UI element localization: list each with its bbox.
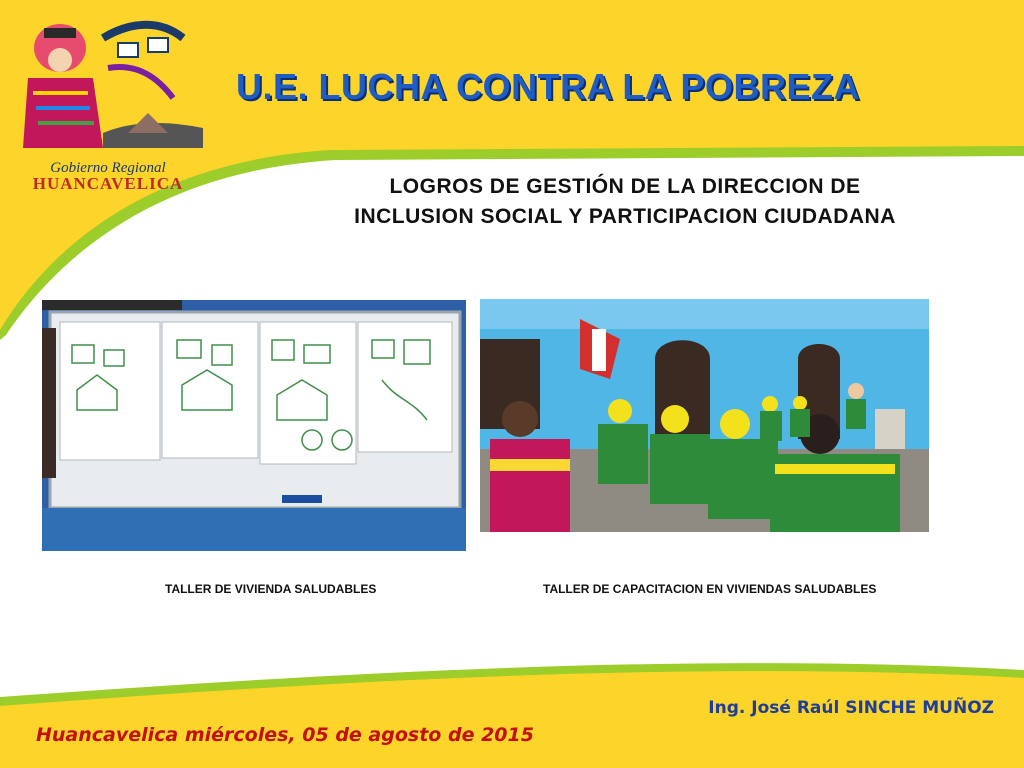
photo-vivienda-workshop: [42, 300, 466, 551]
meeting-room-photo: [480, 299, 929, 532]
andean-figures-illustration: [8, 8, 208, 158]
subtitle-line-1: LOGROS DE GESTIÓN DE LA DIRECCION DE: [389, 175, 861, 198]
photo-caption-2: TALLER DE CAPACITACION EN VIVIENDAS SALUDABLES: [543, 582, 877, 596]
photo-caption-1: TALLER DE VIVIENDA SALUDABLES: [165, 582, 377, 596]
logo-line-2: HUANCAVELICA: [32, 174, 184, 193]
gobierno-regional-logo: [8, 8, 208, 193]
photo-capacitacion-meeting: [480, 299, 929, 532]
logo-line-1: Gobierno Regional: [50, 160, 166, 176]
author-name: Ing. José Raúl SINCHE MUÑOZ: [708, 698, 994, 718]
subtitle-line-2: INCLUSION SOCIAL Y PARTICIPACION CIUDADANA: [354, 205, 896, 228]
whiteboard-photo: [42, 300, 466, 551]
slide-date: Huancavelica miércoles, 05 de agosto de 2015: [36, 724, 534, 746]
main-title: U.E. LUCHA CONTRA LA POBREZA: [236, 66, 860, 107]
subtitle: [250, 172, 1000, 232]
